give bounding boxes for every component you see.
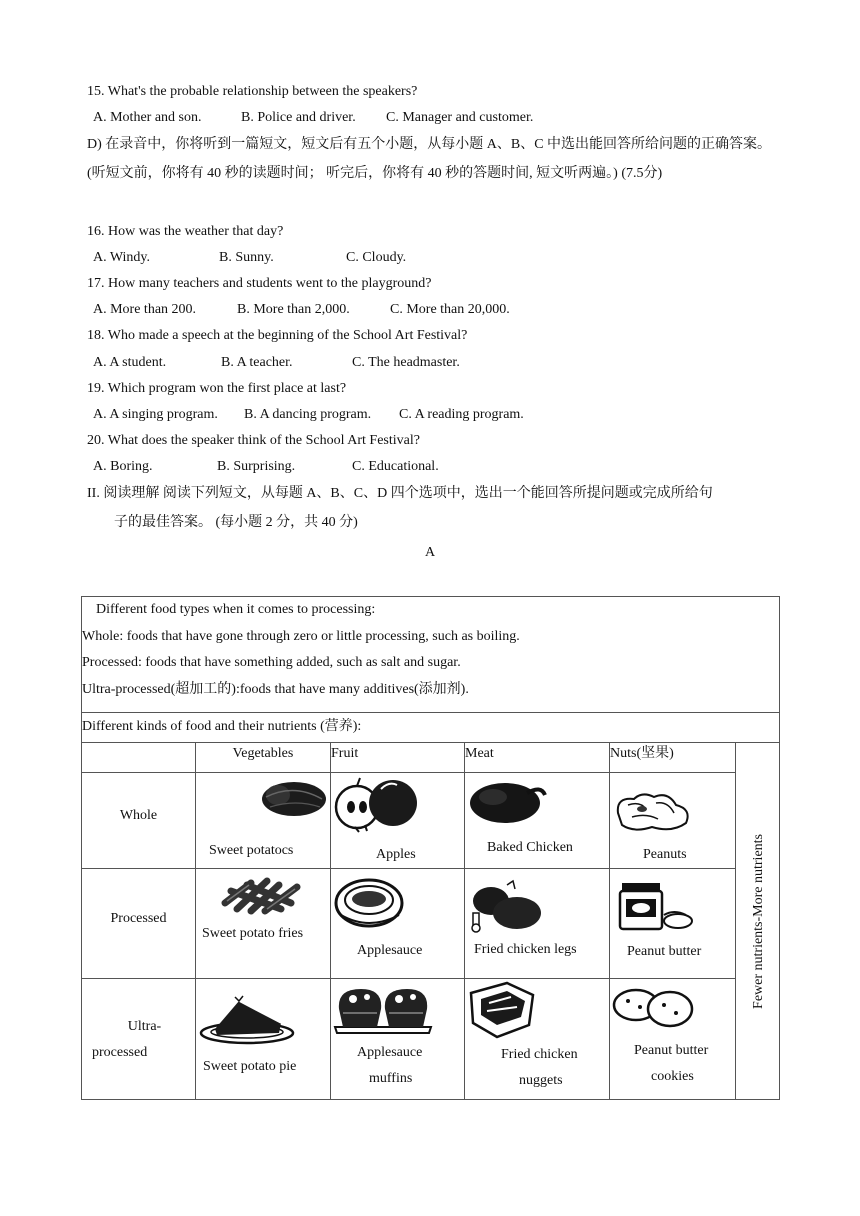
option-b: B. More than 2,000.	[237, 302, 350, 317]
food-caption: Peanut butter	[634, 1043, 709, 1058]
baked-chicken-image	[467, 779, 547, 827]
option-a: A. Windy.	[93, 250, 150, 265]
food-caption: Sweet potato fries	[202, 926, 304, 941]
option-c: C. The headmaster.	[352, 355, 460, 370]
food-caption: Fried chicken legs	[474, 942, 577, 957]
cell-apples	[331, 773, 465, 869]
row-label-ultra-processed	[82, 979, 196, 1100]
intro-line: Processed: foods that have something added, such as salt and sugar.	[82, 655, 461, 670]
question-19: 19. Which program won the first place at last?	[87, 381, 347, 396]
question-16: 16. How was the weather that day?	[87, 224, 284, 239]
option-b: B. Sunny.	[219, 250, 274, 265]
option-b: B. A dancing program.	[244, 407, 372, 422]
question-20: 20. What does the speaker think of the School Art Festival?	[87, 433, 420, 448]
peanut-butter-image	[618, 879, 694, 933]
corner-cell	[82, 743, 196, 773]
question-18: 18. Who made a speech at the beginning of the School Art Festival?	[87, 328, 468, 343]
passage-label: A	[424, 545, 436, 560]
cell-applesauce-muffins	[331, 979, 465, 1100]
food-caption: Peanuts	[643, 847, 687, 862]
option-c: C. More than 20,000.	[390, 302, 510, 317]
sweet-potato-fries-image	[221, 873, 307, 915]
nutrient-scale-label	[736, 743, 780, 1100]
intro-line: Different food types when it comes to processing:	[96, 602, 376, 617]
sweet-potato-pie-image	[199, 993, 297, 1047]
cell-fried-chicken-nuggets	[465, 979, 610, 1100]
food-caption: Sweet potatocs	[209, 843, 294, 858]
cell-fried-chicken-legs	[465, 869, 610, 979]
option-c: C. Cloudy.	[346, 250, 407, 265]
cell-peanut-butter	[610, 869, 736, 979]
food-caption: Apples	[376, 847, 416, 862]
food-types-intro	[82, 597, 780, 713]
col-header-meat: Meat	[465, 743, 610, 773]
col-header-vegetables: Vegetables	[196, 743, 331, 773]
cell-peanuts	[610, 773, 736, 869]
option-a: A. A singing program.	[93, 407, 218, 422]
food-caption: Sweet potato pie	[203, 1059, 297, 1074]
row-label-line: processed	[92, 1045, 148, 1060]
option-a: A. More than 200.	[93, 302, 197, 317]
food-caption: Applesauce	[357, 943, 423, 958]
peanuts-image	[612, 783, 696, 833]
food-caption: Fried chicken	[501, 1047, 578, 1062]
option-a: A. Boring.	[93, 459, 153, 474]
fried-chicken-legs-image	[467, 879, 547, 933]
food-caption: muffins	[369, 1071, 413, 1086]
intro-line: Ultra-processed(超加工的):foods that have many additives(添加剂).	[82, 681, 469, 697]
option-c: C. Educational.	[352, 459, 439, 474]
nutrient-scale-text: Fewer nutrients-More nutrients	[751, 833, 767, 1009]
peanut-butter-cookies-image	[612, 985, 696, 1029]
food-caption: nuggets	[519, 1073, 563, 1088]
cell-applesauce	[331, 869, 465, 979]
nutrients-heading: Different kinds of food and their nutrients (营养):	[82, 713, 780, 743]
fried-chicken-nuggets-image	[467, 981, 539, 1039]
section-d-instructions: D) 在录音中，你将听到一篇短文，短文后有五个小题，从每小题 A、B、C 中选出能回答所给问题的正确答案。(听短文前，你将有 40 秒的读题时间； 听完后，你将有 40 秒的答题时间, 短文听两遍。) (7.5分)	[87, 137, 772, 181]
cell-baked-chicken	[465, 773, 610, 869]
section-ii-heading: II. 阅读理解 阅读下列短文，从每题 A、B、C、D 四个选项中，选出一个能回答所提问题或完成所给句	[87, 486, 713, 501]
food-caption: Applesauce	[357, 1045, 423, 1060]
col-header-fruit: Fruit	[331, 743, 465, 773]
row-label-line: Ultra-	[127, 1019, 162, 1034]
option-b: B. Police and driver.	[241, 110, 356, 125]
question-17: 17. How many teachers and students went to the playground?	[87, 276, 432, 291]
row-label-whole: Whole	[82, 773, 196, 869]
row-label-processed: Processed	[82, 869, 196, 979]
intro-line: Whole: foods that have gone through zero or little processing, such as boiling.	[82, 628, 520, 644]
option-b: B. A teacher.	[221, 355, 293, 370]
food-caption: Baked Chicken	[487, 840, 573, 855]
option-c: C. A reading program.	[399, 407, 524, 422]
food-table	[81, 596, 780, 1100]
col-header-nuts: Nuts(坚果)	[610, 743, 736, 773]
option-a: A. Mother and son.	[93, 110, 202, 125]
option-a: A. A student.	[93, 355, 167, 370]
sweet-potato-image	[256, 777, 328, 821]
cell-sweet-potato-pie	[196, 979, 331, 1100]
option-c: C. Manager and customer.	[386, 110, 534, 125]
option-b: B. Surprising.	[217, 459, 296, 474]
applesauce-image	[333, 877, 409, 931]
apples-image	[333, 775, 423, 833]
cell-peanut-butter-cookies	[610, 979, 736, 1100]
section-ii-heading-cont: 子的最佳答案。 (每小题 2 分，共 40 分)	[114, 515, 358, 530]
question-15: 15. What's the probable relationship between the speakers?	[87, 84, 418, 99]
applesauce-muffins-image	[333, 983, 433, 1035]
cell-sweet-potato-fries	[196, 869, 331, 979]
cell-sweet-potatoes	[196, 773, 331, 869]
food-caption: cookies	[651, 1069, 694, 1084]
food-caption: Peanut butter	[627, 944, 702, 959]
